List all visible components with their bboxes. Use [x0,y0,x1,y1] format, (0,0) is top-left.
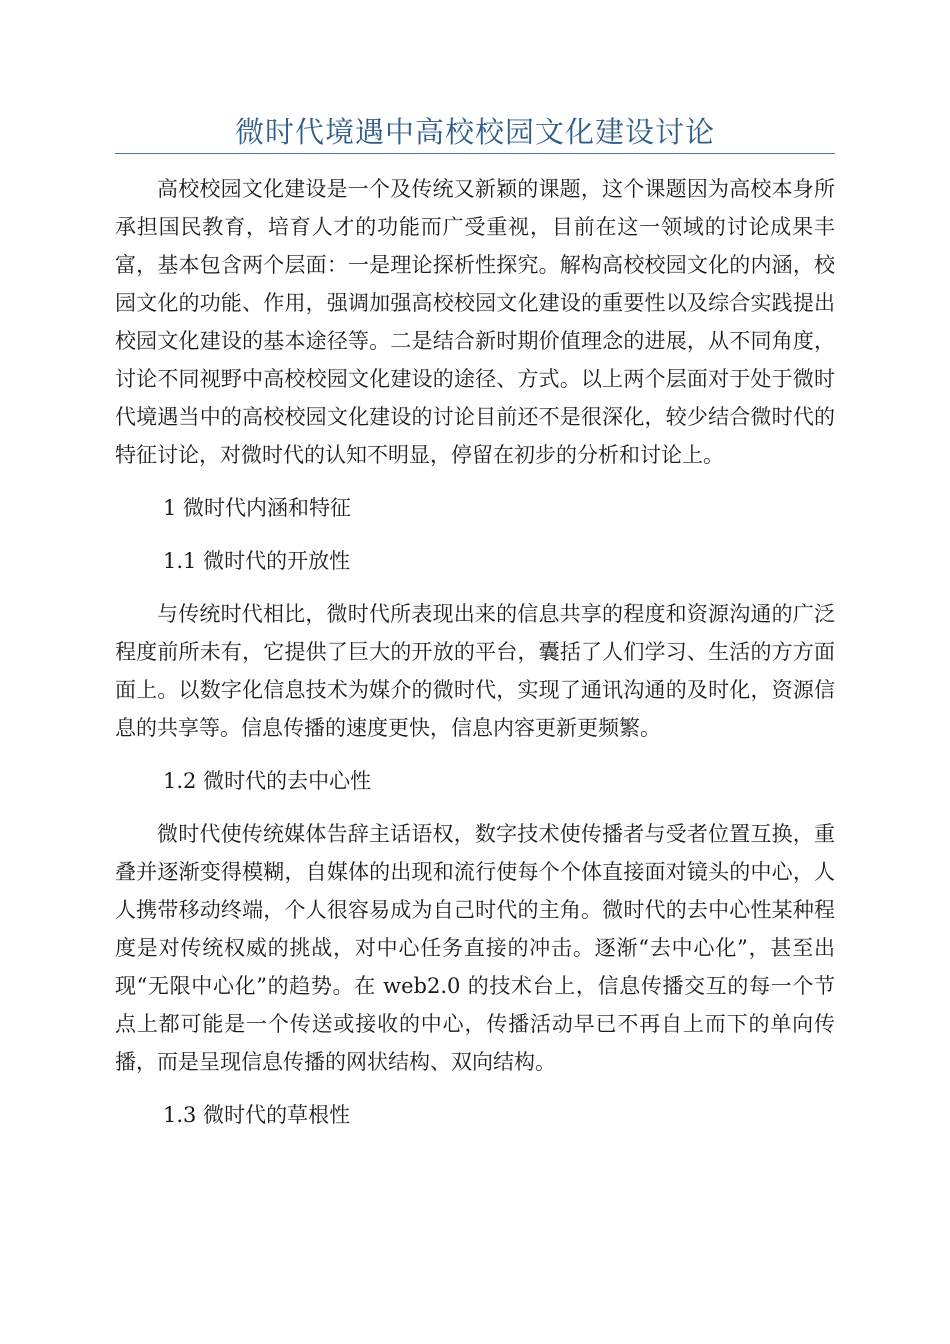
section-heading-1-2: 1.2 微时代的去中心性 [163,769,372,793]
section-1-2-paragraph: 微时代使传统媒体告辞主话语权，数字技术使传播者与受者位置互换，重叠并逐渐变得模糊，自媒体的出现和流行使每个个体直接面对镜头的中心，人人携带移动终端，个人很容易成为自己时代的主角。微时代的去中心性某种程度是对传统权威的挑战，对中心任务直接的冲击。逐渐“去中心化”，甚至出现“无限中心化”的趋势。在 web2.0 的技术台上，信息传播交互的每一个节点上都可能是一个传送或接收的中心，传播活动早已不再自上而下的单向传播，而是呈现信息传播的网状结构、双向结构。 [115,822,835,1074]
title-underline [115,153,835,154]
document-title: 微时代境遇中高校校园文化建设讨论 [234,115,715,149]
section-1-1-paragraph: 与传统时代相比，微时代所表现出来的信息共享的程度和资源沟通的广泛程度前所未有，它提供了巨大的开放的平台，囊括了人们学习、生活的方方面面上。以数字化信息技术为媒介的微时代，实现了通讯沟通的及时化，资源信息的共享等。信息传播的速度更快，信息内容更新更频繁。 [115,602,835,740]
section-heading-1: 1 微时代内涵和特征 [163,496,352,520]
intro-paragraph: 高校校园文化建设是一个及传统又新颖的课题，这个课题因为高校本身所承担国民教育，培育人才的功能而广受重视，目前在这一领域的讨论成果丰富，基本包含两个层面：一是理论探析性探究。解构高校校园文化的内涵，校园文化的功能、作用，强调加强高校校园文化建设的重要性以及综合实践提出校园文化建设的基本途径等。二是结合新时期价值理念的进展，从不同角度，讨论不同视野中高校校园文化建设的途径、方式。以上两个层面对于处于微时代境遇当中的高校校园文化建设的讨论目前还不是很深化，较少结合微时代的特征讨论，对微时代的认知不明显，停留在初步的分析和讨论上。 [115,177,835,467]
section-heading-1-1: 1.1 微时代的开放性 [163,549,351,573]
document-body [115,170,835,1134]
section-heading-1-3: 1.3 微时代的草根性 [163,1103,351,1127]
